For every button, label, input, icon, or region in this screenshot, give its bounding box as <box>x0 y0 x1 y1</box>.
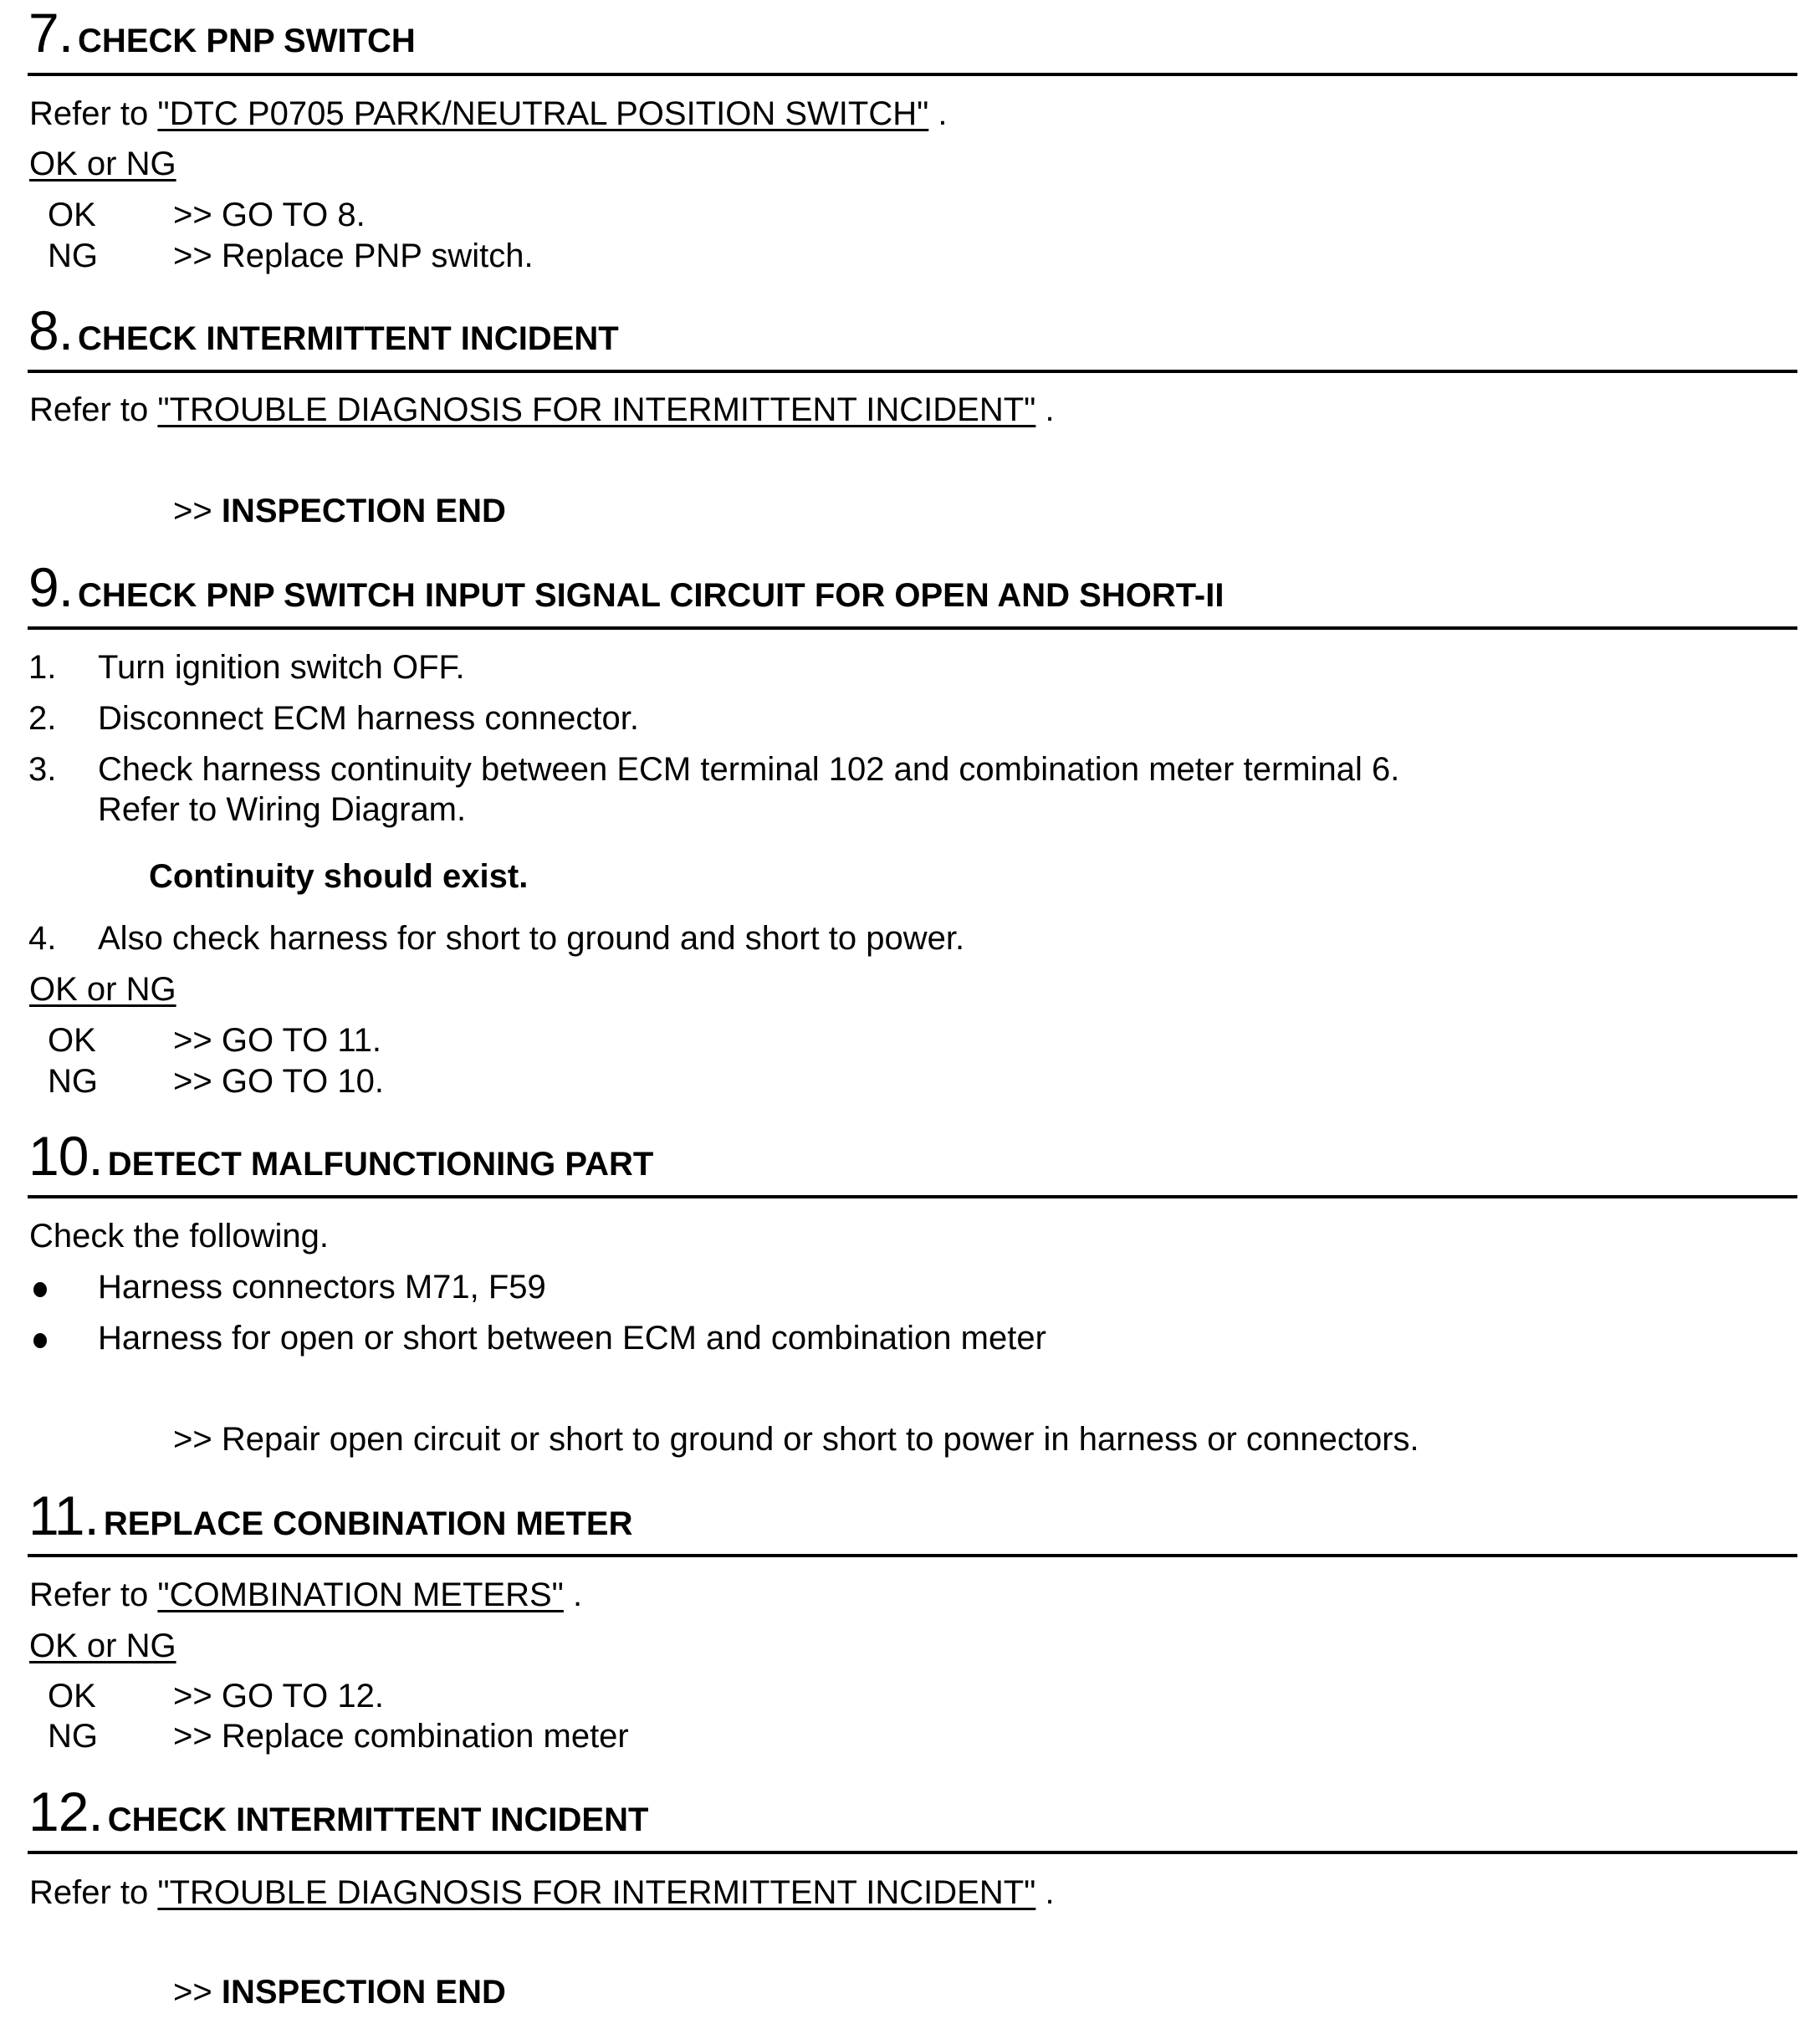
section-divider <box>28 370 1797 373</box>
refer-prefix: Refer to <box>29 391 158 428</box>
end-label: INSPECTION END <box>221 493 506 529</box>
list-item-text: Check harness continuity between ECM terminal 102 and combination meter terminal 6. <box>98 751 1400 788</box>
step-10-heading <box>28 1125 654 1187</box>
step-9-heading <box>28 556 1224 618</box>
refer-line <box>29 393 1055 427</box>
list-item-text-continued: Refer to Wiring Diagram. <box>98 791 467 828</box>
refer-suffix: . <box>928 95 948 132</box>
step-12-heading <box>28 1781 649 1842</box>
refer-line <box>29 1876 1055 1909</box>
repair-action: >> Repair open circuit or short to ground or short to power in harness or connectors. <box>173 1421 1419 1458</box>
list-item-number: 2. <box>28 700 57 737</box>
refer-suffix: . <box>1035 391 1055 428</box>
refer-prefix: Refer to <box>29 95 158 132</box>
step-title: REPLACE CONBINATION METER <box>103 1505 633 1542</box>
result-ng-value: >> GO TO 10. <box>173 1063 384 1100</box>
refer-line <box>29 1578 582 1612</box>
step-number: 9. <box>28 556 74 618</box>
inspection-end <box>173 1975 506 2009</box>
result-ok-key: OK <box>48 197 96 233</box>
ok-or-ng-label: OK or NG <box>29 1628 176 1664</box>
refer-suffix: . <box>563 1576 583 1613</box>
list-item-number: 4. <box>28 920 57 957</box>
step-number: 11. <box>28 1484 99 1546</box>
step-number: 10. <box>28 1125 103 1187</box>
result-ng-key: NG <box>48 238 98 274</box>
link-trouble-diagnosis-intermittent[interactable]: "TROUBLE DIAGNOSIS FOR INTERMITTENT INCIDENT" <box>157 391 1036 428</box>
step-title: CHECK PNP SWITCH <box>78 23 416 59</box>
list-item-text: Also check harness for short to ground and short to power. <box>98 920 965 957</box>
link-dtc-p0705[interactable]: "DTC P0705 PARK/NEUTRAL POSITION SWITCH" <box>157 95 929 132</box>
link-trouble-diagnosis-intermittent[interactable]: "TROUBLE DIAGNOSIS FOR INTERMITTENT INCIDENT" <box>157 1874 1036 1911</box>
step-title: CHECK INTERMITTENT INCIDENT <box>78 320 619 357</box>
result-ok-value: >> GO TO 12. <box>173 1678 384 1714</box>
refer-suffix: . <box>1035 1874 1055 1911</box>
step-title: CHECK INTERMITTENT INCIDENT <box>107 1801 649 1838</box>
end-label: INSPECTION END <box>221 1974 506 2011</box>
ok-or-ng-label: OK or NG <box>29 971 176 1008</box>
step-number: 8. <box>28 299 74 361</box>
check-intro: Check the following. <box>29 1218 329 1255</box>
ok-or-ng-label: OK or NG <box>29 146 176 182</box>
step-number: 7. <box>28 2 74 64</box>
section-divider <box>28 626 1797 630</box>
step-title: CHECK PNP SWITCH INPUT SIGNAL CIRCUIT FOR OPEN AND SHORT-II <box>78 577 1224 614</box>
result-ng-key: NG <box>48 1718 98 1755</box>
list-item-text: Turn ignition switch OFF. <box>98 649 465 686</box>
bullet-icon <box>33 1333 47 1348</box>
refer-prefix: Refer to <box>29 1576 158 1613</box>
refer-line <box>29 97 948 130</box>
spec-continuity: Continuity should exist. <box>149 858 529 895</box>
section-divider <box>28 1195 1797 1198</box>
step-title: DETECT MALFUNCTIONING PART <box>107 1146 654 1183</box>
bullet-icon <box>33 1282 47 1297</box>
step-8-heading <box>28 299 619 361</box>
step-11-heading <box>28 1484 633 1546</box>
section-divider <box>28 1554 1797 1557</box>
list-item-text: Disconnect ECM harness connector. <box>98 700 639 737</box>
step-number: 12. <box>28 1781 103 1842</box>
section-divider <box>28 73 1797 76</box>
result-ok-key: OK <box>48 1022 96 1059</box>
step-7-heading <box>28 2 416 64</box>
inspection-end <box>173 494 506 528</box>
end-arrow: >> <box>173 493 222 529</box>
result-ok-value: >> GO TO 11. <box>173 1022 382 1059</box>
section-divider <box>28 1851 1797 1854</box>
result-ok-value: >> GO TO 8. <box>173 197 366 233</box>
result-ng-key: NG <box>48 1063 98 1100</box>
result-ng-value: >> Replace PNP switch. <box>173 238 534 274</box>
bullet-item-text: Harness for open or short between ECM and combination meter <box>98 1320 1046 1357</box>
result-ng-value: >> Replace combination meter <box>173 1718 629 1755</box>
refer-prefix: Refer to <box>29 1874 158 1911</box>
result-ok-key: OK <box>48 1678 96 1714</box>
list-item-number: 3. <box>28 751 57 788</box>
end-arrow: >> <box>173 1974 222 2011</box>
link-combination-meters[interactable]: "COMBINATION METERS" <box>157 1576 564 1613</box>
list-item-number: 1. <box>28 649 57 686</box>
bullet-item-text: Harness connectors M71, F59 <box>98 1269 546 1306</box>
